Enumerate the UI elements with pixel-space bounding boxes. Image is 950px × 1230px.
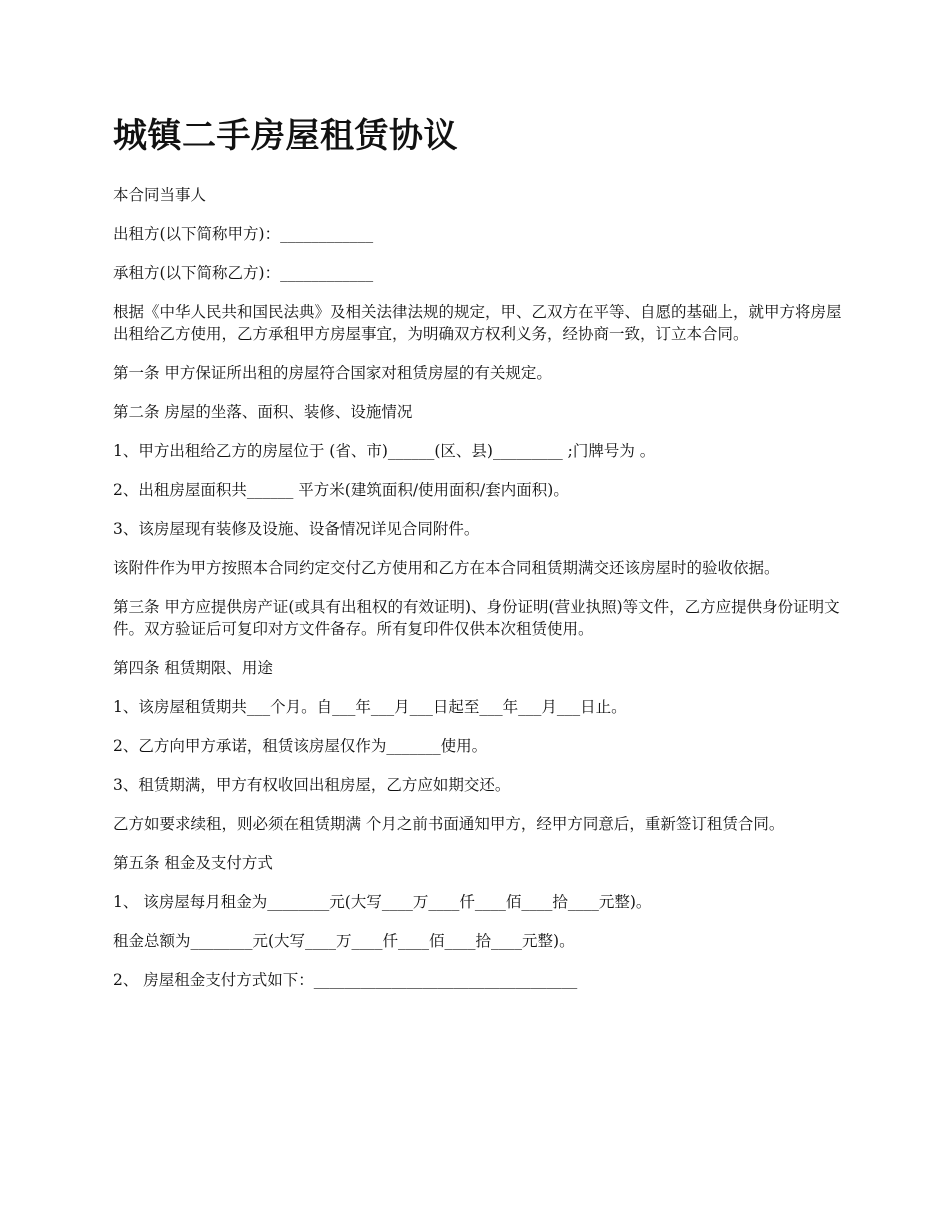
preamble-paragraph: 根据《中华人民共和国民法典》及相关法律法规的规定，甲、乙双方在平等、自愿的基础上，就甲方将房屋出租给乙方使用，乙方承租甲方房屋事宜，为明确双方权利义务，经协商一致，订立本合同。 (113, 303, 842, 343)
article-2-item-2: 2、出租房屋面积共______ 平方米(建筑面积/使用面积/套内面积)。 (113, 481, 569, 499)
article-4-heading: 第四条 租赁期限、用途 (113, 659, 273, 677)
renewal-paragraph: 乙方如要求续租，则必须在租赁期满 个月之前书面通知甲方，经甲方同意后，重新签订租赁合同。 (113, 815, 785, 833)
lessee-line: 承租方(以下简称乙方)：____________ (113, 264, 374, 282)
article-1: 第一条 甲方保证所出租的房屋符合国家对租赁房屋的有关规定。 (113, 364, 552, 382)
document-title: 城镇二手房屋租赁协议 (113, 116, 458, 156)
lessor-line: 出租方(以下简称甲方)：____________ (113, 225, 374, 243)
article-2-heading: 第二条 房屋的坐落、面积、装修、设施情况 (113, 403, 413, 421)
rent-total-line: 租金总额为________元(大写____万____仟____佰____拾____元整)。 (113, 932, 575, 950)
document-page (113, 110, 843, 1008)
article-2-item-1: 1、甲方出租给乙方的房屋位于 (省、市)______(区、县)_________ ;门牌号为 。 (113, 442, 656, 460)
attachment-paragraph: 该附件作为甲方按照本合同约定交付乙方使用和乙方在本合同租赁期满交还该房屋时的验收依据。 (113, 559, 780, 577)
article-5-heading: 第五条 租金及支付方式 (113, 854, 273, 872)
article-4-item-2: 2、乙方向甲方承诺，租赁该房屋仅作为_______使用。 (113, 737, 488, 755)
article-3: 第三条 甲方应提供房产证(或具有出租权的有效证明)、身份证明(营业执照)等文件，乙方应提供身份证明文件。双方验证后可复印对方文件备存。所有复印件仅供本次租赁使用。 (113, 598, 840, 638)
article-5-item-1: 1、 该房屋每月租金为________元(大写____万____仟____佰____拾____元整)。 (113, 893, 652, 911)
article-2-item-3: 3、该房屋现有装修及设施、设备情况详见合同附件。 (113, 520, 480, 538)
article-4-item-3: 3、租赁期满，甲方有权收回出租房屋，乙方应如期交还。 (113, 776, 511, 794)
article-4-item-1: 1、该房屋租赁期共___个月。自___年___月___日起至___年___月___日止。 (113, 698, 627, 716)
parties-heading: 本合同当事人 (113, 186, 207, 204)
article-5-item-2: 2、 房屋租金支付方式如下：__________________________________ (113, 971, 578, 989)
